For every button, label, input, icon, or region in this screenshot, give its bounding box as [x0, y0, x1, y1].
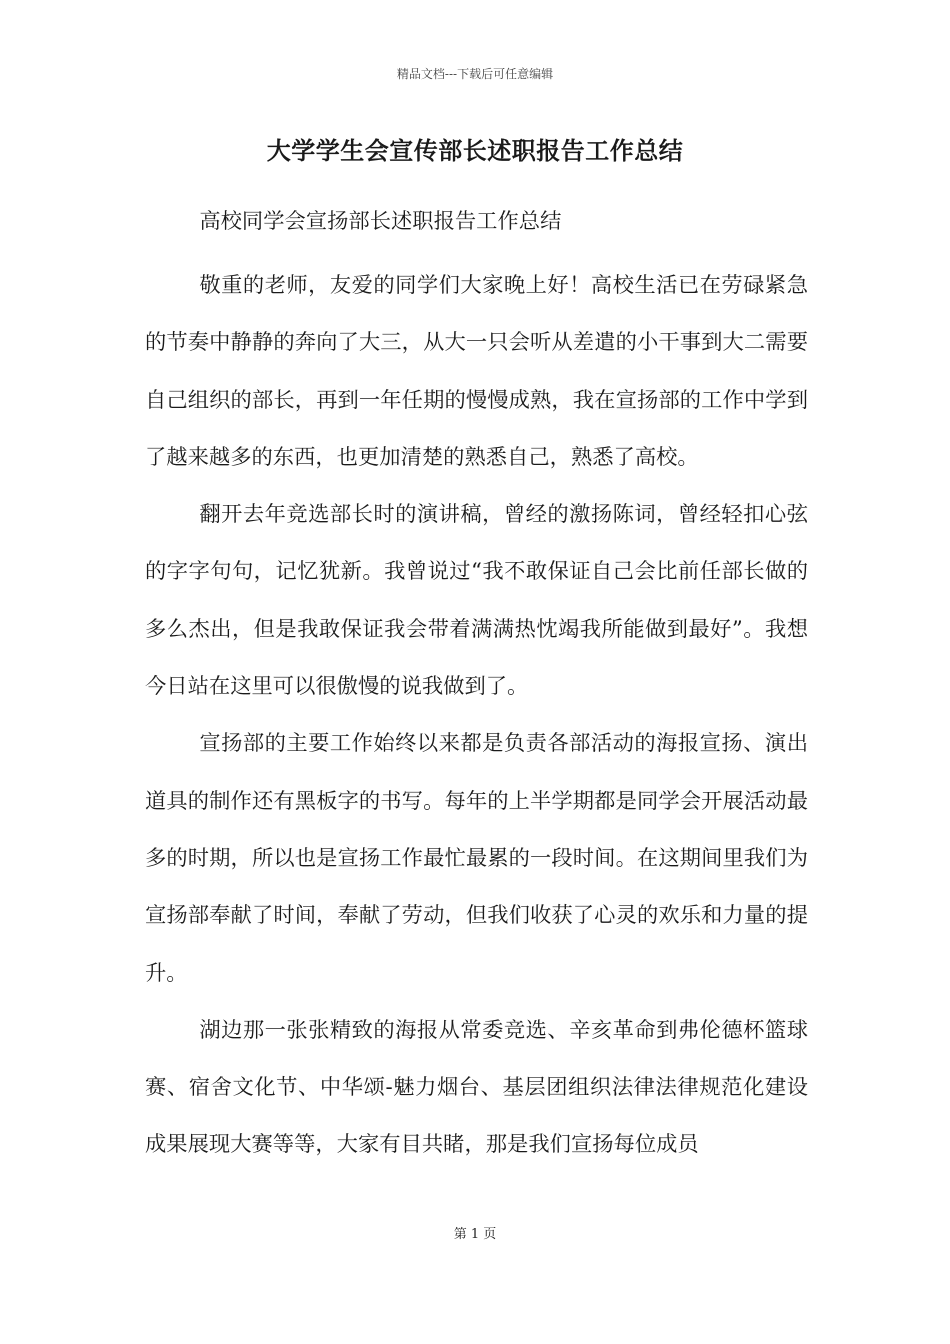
document-body — [145, 200, 808, 1174]
page-number: 第 1 页 — [453, 1227, 497, 1242]
document-title: 大学学生会宣传部长述职报告工作总结 — [266, 136, 684, 165]
paragraph: 高校同学会宣扬部长述职报告工作总结 — [199, 209, 562, 234]
page-header: 精品文档---下载后可任意编辑 — [396, 67, 554, 81]
paragraph: 宣扬部的主要工作始终以来都是负责各部活动的海报宣扬、演出道具的制作还有黑板字的书写。每年的上半学期都是同学会开展活动最多的时期，所以也是宣扬工作最忙最累的一段时间。在这期间里我们为宣扬部奉献了时间，奉献了劳动，但我们收获了心灵的欢乐和力量的提升。 — [145, 731, 808, 986]
paragraph: 敬重的老师，友爱的同学们大家晚上好！高校生活已在劳碌紧急的节奏中静静的奔向了大三，从大一只会听从差遣的小干事到大二需要自己组织的部长，再到一年任期的慢慢成熟，我在宣扬部的工作中学到了越来越多的东西，也更加清楚的熟悉自己，熟悉了高校。 — [145, 273, 808, 470]
paragraph: 湖边那一张张精致的海报从常委竞选、辛亥革命到弗伦德杯篮球赛、宿舍文化节、中华颂-魅力烟台、基层团组织法律法律规范化建设成果展现大赛等等，大家有目共睹，那是我们宣扬每位成员 — [145, 1017, 808, 1158]
paragraph: 翻开去年竞选部长时的演讲稿，曾经的激扬陈词，曾经轻扣心弦的字字句句，记忆犹新。我曾说过“我不敢保证自己会比前任部长做的多么杰出，但是我敢保证我会带着满满热忱竭我所能做到最好”。我想今日站在这里可以很傲慢的说我做到了。 — [145, 502, 808, 700]
